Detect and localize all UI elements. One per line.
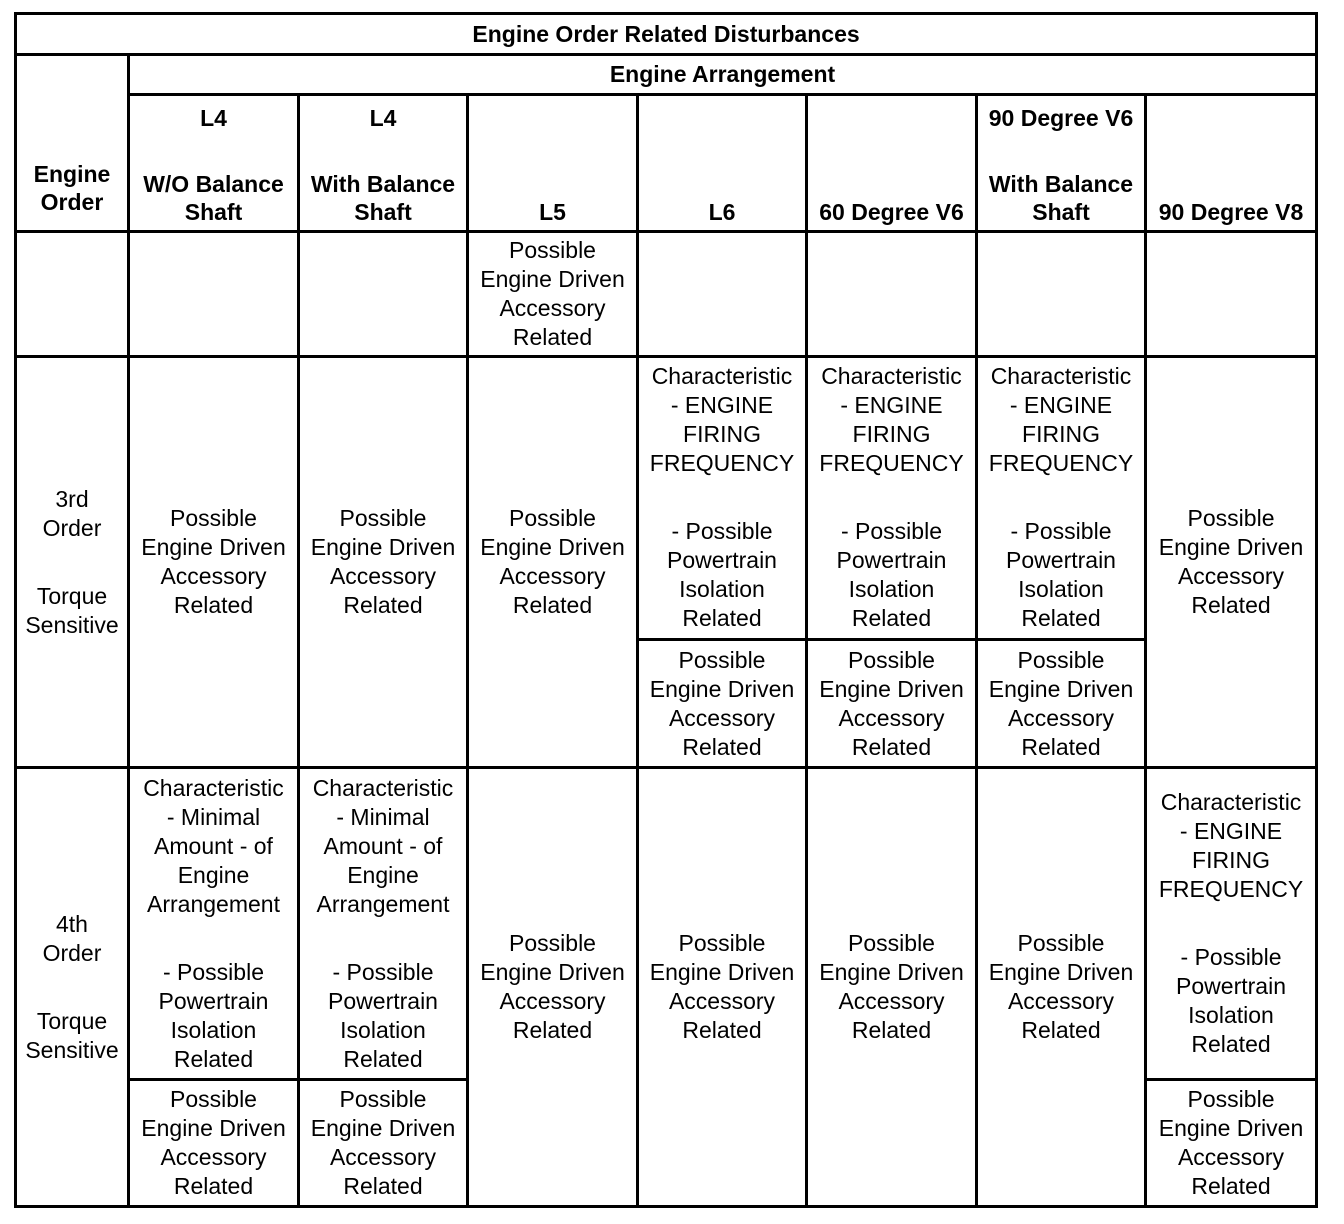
cell-line: Engine Driven: [141, 534, 286, 561]
cell-line: Related: [851, 1017, 932, 1043]
order-label-line: Sensitive: [25, 1036, 119, 1063]
cell-line: FIRING: [1192, 847, 1270, 874]
cell-line: Engine Driven: [480, 534, 625, 561]
cell-firing-frequency: [1146, 768, 1317, 1080]
order-label-line: Order: [42, 514, 102, 541]
cell-line: Related: [512, 1017, 593, 1043]
table-title: Engine Order Related Disturbances: [16, 14, 1317, 55]
cell-line: Engine Driven: [819, 675, 964, 702]
cell-line: Accessory: [1007, 704, 1115, 731]
cell-line: Powertrain: [328, 987, 438, 1014]
cell-minimal-arrangement: [299, 768, 468, 1080]
order-label-line: Torque: [36, 582, 108, 609]
order-label-empty: [16, 232, 129, 357]
cell-line: Possible: [848, 646, 935, 673]
cell-line: Possible: [170, 505, 257, 532]
cell-accessory: [807, 640, 977, 768]
cell-line: Possible: [509, 505, 596, 532]
cell-line: Isolation: [170, 1016, 257, 1043]
cell-line: Possible: [170, 1086, 257, 1113]
cell-line: Characteristic: [143, 774, 284, 801]
column-header-line: L4: [369, 105, 397, 132]
cell-line: FIRING: [1022, 421, 1100, 448]
cell-line: - Possible: [1180, 944, 1282, 971]
cell-firing-frequency: [807, 357, 977, 640]
engine-arrangement-header: Engine Arrangement: [129, 55, 1317, 94]
cell-line: Engine Driven: [988, 675, 1134, 702]
order-label-3rd: [16, 357, 129, 768]
column-header-line: L4: [200, 105, 227, 132]
column-header-line: Shaft: [354, 199, 412, 226]
cell-line: Isolation: [679, 576, 765, 603]
cell-empty: [129, 232, 299, 357]
cell-line: Isolation: [1018, 576, 1104, 603]
cell-accessory: [468, 357, 638, 768]
cell-line: Characteristic: [990, 363, 1132, 390]
cell-line: Amount - of: [154, 832, 273, 859]
cell-line: Possible: [339, 505, 427, 532]
cell-line: FIRING: [683, 421, 761, 448]
cell-line: Related: [682, 605, 762, 632]
cell-line: Accessory: [838, 704, 945, 731]
cell-line: Related: [173, 1173, 254, 1200]
cell-line: Accessory: [499, 563, 606, 590]
order-label-line: 4th: [56, 910, 88, 937]
cell-accessory: [468, 232, 638, 357]
cell-firing-frequency: [977, 357, 1146, 640]
cell-line: Possible: [1017, 930, 1105, 956]
cell-line: Characteristic: [312, 774, 454, 801]
order-label-line: Order: [42, 939, 102, 966]
column-header-line: With Balance: [310, 171, 456, 198]
column-header-l4-with-balance: [299, 94, 468, 232]
cell-line: Engine Driven: [1158, 1115, 1304, 1142]
cell-accessory: [1146, 1080, 1317, 1207]
cell-line: Engine Driven: [988, 959, 1134, 985]
column-header-line: With Balance: [988, 171, 1134, 198]
cell-line: Possible: [1187, 505, 1275, 532]
cell-line: - Possible: [163, 958, 264, 985]
cell-line: Related: [1191, 1173, 1271, 1200]
engine-order-disturbance-table: [14, 12, 1318, 1208]
cell-line: Related: [1191, 1031, 1271, 1058]
cell-line: Powertrain: [1006, 547, 1116, 574]
cell-line: Related: [1021, 733, 1101, 760]
cell-line: - Possible: [332, 958, 434, 985]
cell-line: Engine Driven: [310, 1115, 456, 1142]
cell-line: - Minimal: [336, 803, 430, 830]
cell-line: Related: [851, 733, 932, 760]
cell-line: Related: [173, 1045, 254, 1072]
cell-line: Accessory: [329, 1144, 437, 1171]
cell-accessory: [977, 768, 1146, 1207]
cell-accessory: [638, 640, 807, 768]
cell-line: Accessory: [160, 563, 267, 590]
engine-order-header: [16, 55, 129, 232]
cell-line: Powertrain: [667, 547, 777, 574]
column-header-line: W/O Balance: [143, 171, 284, 198]
cell-line: Related: [682, 1017, 762, 1043]
order-label-line: 3rd: [55, 485, 89, 512]
cell-line: Accessory: [1007, 988, 1115, 1014]
cell-line: Related: [343, 1173, 423, 1200]
cell-empty: [1146, 232, 1317, 357]
cell-line: Related: [512, 592, 593, 619]
column-header-90-degree-v6: [977, 94, 1146, 232]
cell-line: Powertrain: [1176, 973, 1286, 1000]
cell-accessory: [468, 768, 638, 1207]
cell-accessory: [299, 1080, 468, 1207]
cell-line: Powertrain: [836, 547, 947, 574]
cell-line: Engine: [347, 861, 419, 888]
engine-order-header-line: Order: [40, 189, 104, 216]
cell-line: Accessory: [1177, 563, 1285, 590]
cell-line: Characteristic: [821, 363, 962, 390]
engine-order-header-line: Engine: [33, 161, 111, 188]
cell-line: FREQUENCY: [819, 450, 964, 477]
cell-empty: [807, 232, 977, 357]
cell-line: Possible: [678, 646, 766, 673]
cell-line: Related: [1021, 1017, 1101, 1043]
cell-line: Accessory: [1177, 1144, 1285, 1171]
order-label-line: Sensitive: [25, 611, 119, 638]
cell-line: Accessory: [838, 988, 945, 1014]
cell-empty: [638, 232, 807, 357]
cell-line: Accessory: [160, 1144, 267, 1171]
cell-accessory: [129, 357, 299, 768]
cell-minimal-arrangement: [129, 768, 299, 1080]
cell-line: Accessory: [499, 295, 606, 322]
cell-line: Possible: [509, 930, 596, 956]
cell-accessory: [299, 357, 468, 768]
cell-line: Engine Driven: [819, 959, 964, 985]
cell-line: Possible: [339, 1086, 427, 1113]
column-header-line: Shaft: [184, 199, 243, 226]
cell-line: Engine Driven: [649, 675, 795, 702]
cell-line: Engine: [177, 861, 250, 888]
column-header-60-degree-v6: 60 Degree V6: [807, 94, 977, 232]
cell-line: Accessory: [499, 988, 606, 1014]
cell-empty: [977, 232, 1146, 357]
cell-line: Accessory: [329, 563, 437, 590]
cell-line: Engine Driven: [1158, 534, 1304, 561]
cell-line: Related: [343, 592, 423, 619]
cell-line: Related: [343, 1045, 423, 1072]
column-header-l5: L5: [468, 94, 638, 232]
cell-line: FIRING: [852, 421, 931, 448]
cell-line: - Possible: [1010, 518, 1112, 545]
cell-line: Accessory: [668, 988, 776, 1014]
column-header-l6: L6: [638, 94, 807, 232]
cell-line: Isolation: [848, 576, 935, 603]
cell-line: FREQUENCY: [649, 450, 795, 477]
column-header-90-degree-v8: 90 Degree V8: [1146, 94, 1317, 232]
cell-accessory: [638, 768, 807, 1207]
table-wrapper: [14, 12, 1315, 1208]
column-header-line: 90 Degree V6: [988, 105, 1134, 132]
column-header-l4-wo-balance: [129, 94, 299, 232]
cell-line: Arrangement: [316, 890, 450, 917]
cell-line: Possible: [1187, 1086, 1275, 1113]
cell-line: Isolation: [1188, 1002, 1274, 1029]
cell-line: - Minimal: [166, 803, 261, 830]
cell-firing-frequency: [638, 357, 807, 640]
cell-line: Accessory: [668, 704, 776, 731]
cell-empty: [299, 232, 468, 357]
cell-line: FREQUENCY: [988, 450, 1134, 477]
cell-line: Engine Driven: [141, 1115, 286, 1142]
order-label-line: Torque: [36, 1007, 108, 1034]
cell-line: Related: [173, 592, 254, 619]
cell-line: - ENGINE: [1009, 392, 1113, 419]
cell-line: - Possible: [671, 518, 773, 545]
cell-accessory: [1146, 357, 1317, 768]
cell-line: - ENGINE: [670, 392, 774, 419]
cell-line: Related: [682, 733, 762, 760]
cell-line: - Possible: [841, 518, 942, 545]
cell-line: Possible: [1017, 646, 1105, 673]
cell-line: Engine Driven: [649, 959, 795, 985]
cell-line: Possible: [848, 930, 935, 956]
cell-line: Engine Driven: [480, 959, 625, 985]
cell-line: Possible: [678, 930, 766, 956]
cell-line: - ENGINE: [840, 392, 943, 419]
cell-line: FREQUENCY: [1158, 876, 1304, 903]
cell-line: Related: [1021, 605, 1101, 632]
column-header-line: Shaft: [1032, 199, 1090, 226]
cell-accessory: [807, 768, 977, 1207]
cell-line: Possible: [509, 237, 596, 264]
cell-line: Characteristic: [651, 363, 793, 390]
cell-line: Engine Driven: [480, 266, 625, 293]
cell-line: Amount - of: [323, 832, 443, 859]
cell-line: Related: [512, 324, 593, 351]
cell-line: Isolation: [340, 1016, 426, 1043]
cell-line: Related: [1191, 592, 1271, 619]
cell-line: Arrangement: [147, 890, 280, 917]
cell-accessory: [129, 1080, 299, 1207]
cell-line: Related: [851, 605, 932, 632]
cell-line: - ENGINE: [1179, 818, 1283, 845]
cell-line: Powertrain: [158, 987, 269, 1014]
order-label-4th: [16, 768, 129, 1207]
cell-accessory: [977, 640, 1146, 768]
cell-line: Engine Driven: [310, 534, 456, 561]
cell-line: Characteristic: [1160, 789, 1302, 816]
